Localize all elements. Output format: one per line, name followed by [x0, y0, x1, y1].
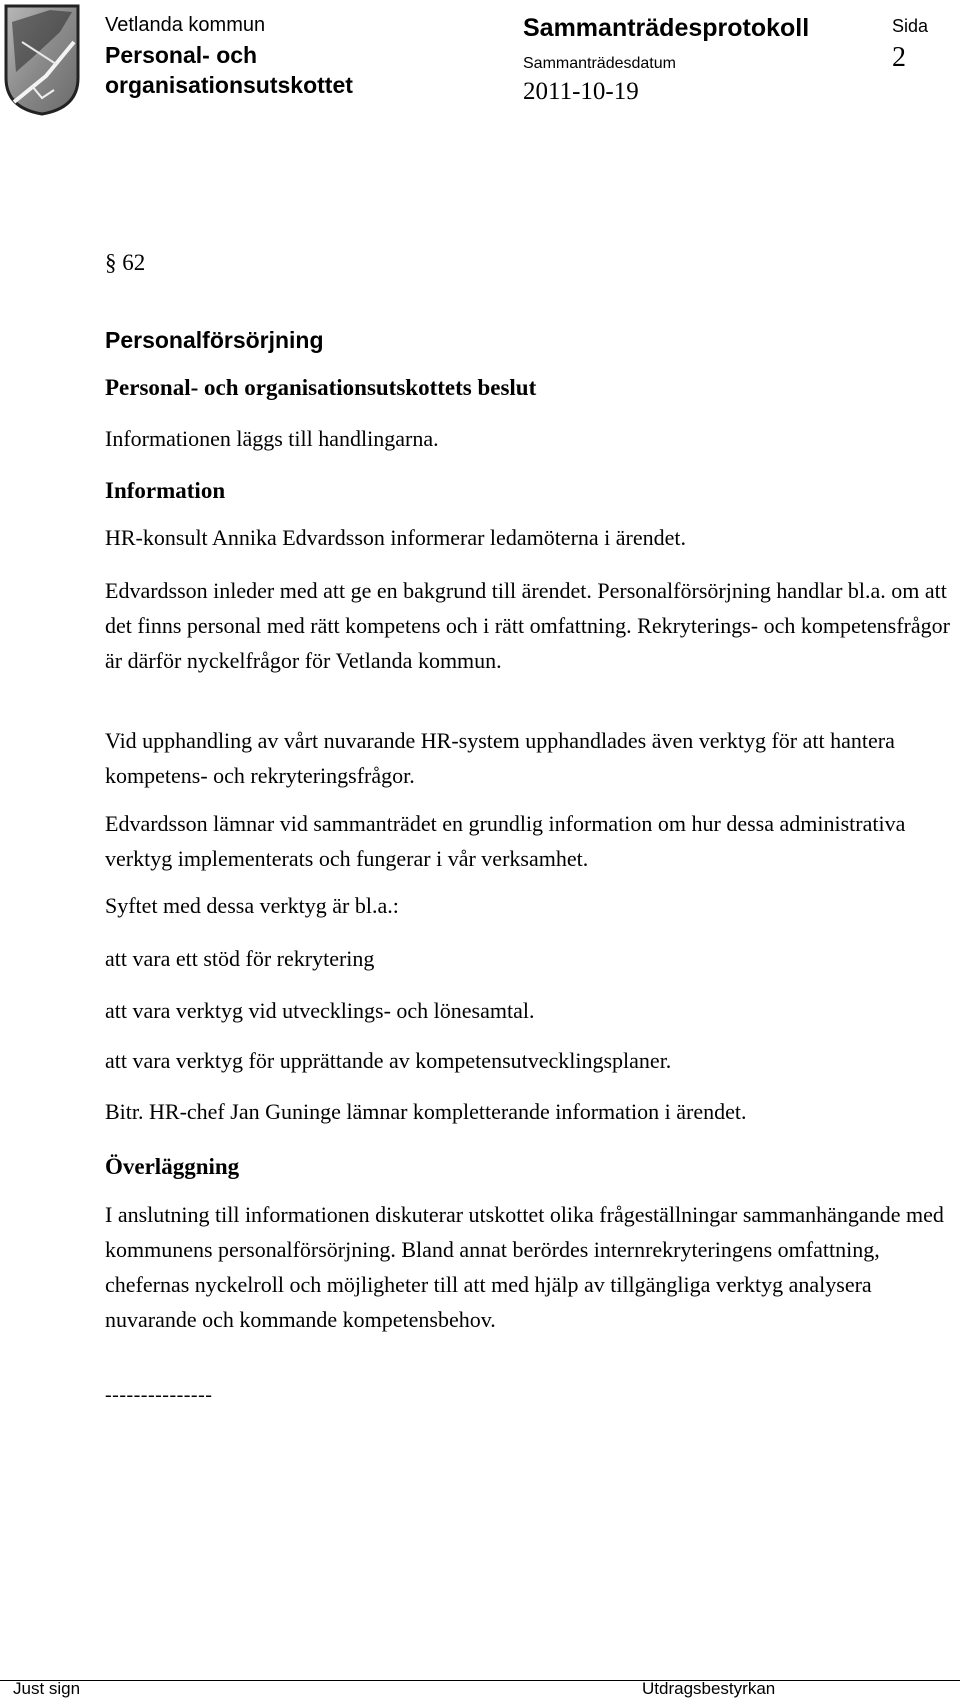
info-paragraph-5: Syftet med dessa verktyg är bl.a.:	[105, 893, 399, 918]
committee-name: Personal- och organisationsutskottet	[105, 42, 353, 98]
date-label: Sammanträdesdatum	[523, 55, 676, 72]
information-heading: Information	[105, 478, 226, 503]
certification-label: Utdragsbestyrkan	[642, 1679, 776, 1698]
deliberation-heading: Överläggning	[105, 1154, 240, 1179]
page-number: 2	[892, 42, 906, 73]
document-type: Sammanträdesprotokoll	[523, 14, 810, 42]
page-label: Sida	[892, 16, 929, 36]
decision-heading: Personal- och organisationsutskottets beslut	[105, 375, 537, 400]
initials-label: Just sign	[13, 1679, 81, 1698]
meeting-date: 2011-10-19	[523, 78, 639, 105]
municipal-crest-logo	[2, 2, 82, 118]
info-paragraph-1: HR-konsult Annika Edvardsson informerar ledamöterna i ärendet.	[105, 525, 687, 550]
info-paragraph-9: Bitr. HR-chef Jan Guninge lämnar kompletterande information i ärendet.	[105, 1099, 747, 1124]
list-item: att vara verktyg för upprättande av kompetensutvecklingsplaner.	[105, 1048, 672, 1073]
info-paragraph-4: Edvardsson lämnar vid sammanträdet en grundlig information om hur dessa administrativa verktyg implementerats och fungerar i vår verksamhet.	[105, 811, 906, 871]
organization-name: Vetlanda kommun	[105, 14, 266, 36]
section-number: § 62	[105, 250, 146, 275]
decision-text: Informationen läggs till handlingarna.	[105, 426, 439, 451]
separator: ---------------	[105, 1384, 213, 1406]
list-item: att vara verktyg vid utvecklings- och lönesamtal.	[105, 998, 535, 1023]
deliberation-text: I anslutning till informationen diskuterar utskottet olika frågeställningar sammanhängande med kommunens personalförsörjning. Bland annat berördes internrekryteringens omfattning, chefernas nyckelroll och möjligheter till att med hjälp av tillgängliga verktyg analysera nuvarande och kommande kompetensbehov.	[105, 1202, 944, 1332]
footer-rule	[0, 1680, 960, 1681]
list-item: att vara ett stöd för rekrytering	[105, 946, 375, 971]
info-paragraph-2: Edvardsson inleder med att ge en bakgrund till ärendet. Personalförsörjning handlar bl.a. om att det finns personal med rätt kompetens och i rätt omfattning. Rekryterings- och kompetensfrågor är därför nyckelfrågor för Vetlanda kommun.	[105, 578, 950, 673]
info-paragraph-3: Vid upphandling av vårt nuvarande HR-system upphandlades även verktyg för att hantera kompetens- och rekryteringsfrågor.	[105, 728, 895, 788]
page-title: Personalförsörjning	[105, 327, 324, 353]
